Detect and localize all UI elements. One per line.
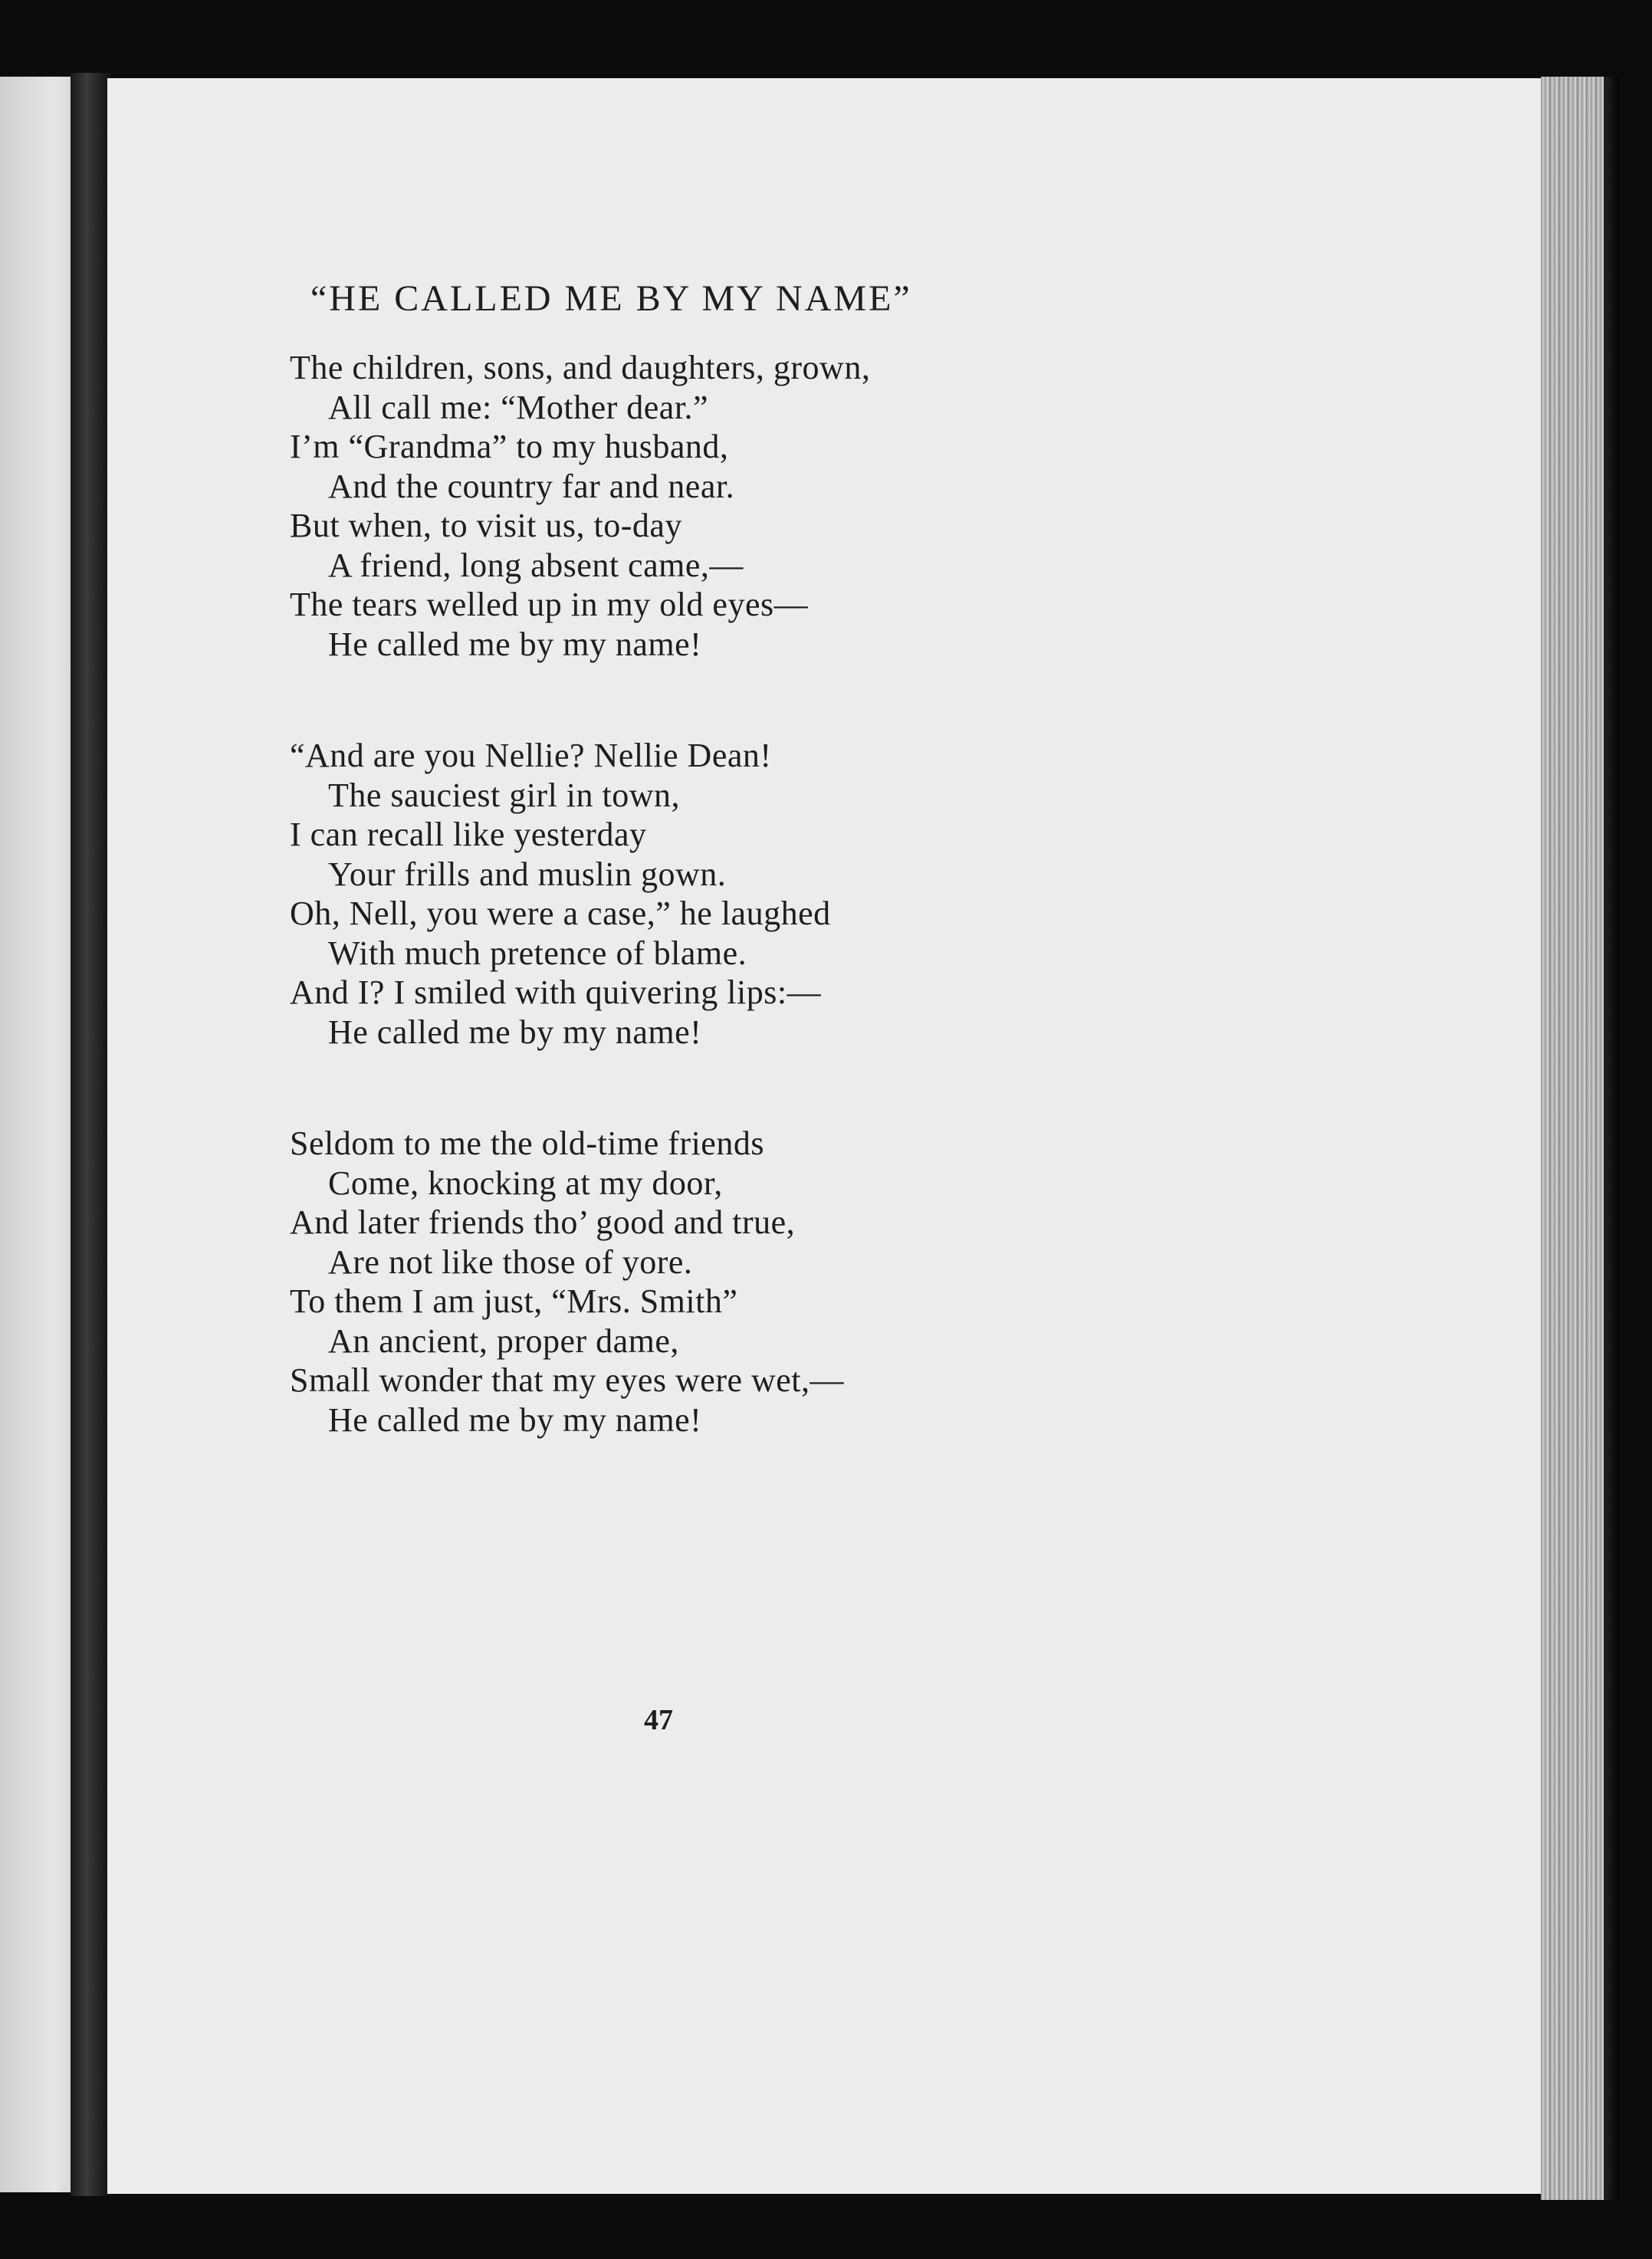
poem-line: A friend, long absent came,— xyxy=(328,546,744,584)
poem-line: And the country far and near. xyxy=(328,467,735,505)
poem xyxy=(290,348,1440,1512)
poem-line: But when, to visit us, to-day xyxy=(290,507,682,544)
poem-line: Oh, Nell, you were a case,” he laughed xyxy=(290,895,831,932)
facing-page-edge xyxy=(0,77,77,2192)
poem-line: “And are you Nellie? Nellie Dean! xyxy=(290,737,772,774)
poem-line: The children, sons, and daughters, grown, xyxy=(290,349,871,386)
poem-line: With much pretence of blame. xyxy=(328,934,747,972)
poem-line: And I? I smiled with quivering lips:— xyxy=(290,974,822,1011)
stanza xyxy=(290,348,1440,664)
poem-line: The tears welled up in my old eyes— xyxy=(290,586,809,623)
poem-line: And later friends tho’ good and true, xyxy=(290,1203,796,1241)
page-block-edges xyxy=(1541,77,1604,2200)
poem-line: Seldom to me the old-time friends xyxy=(290,1125,764,1162)
poem-line: Small wonder that my eyes were wet,— xyxy=(290,1361,845,1399)
poem-line: I can recall like yesterday xyxy=(290,816,647,853)
poem-line: Come, knocking at my door, xyxy=(328,1164,723,1202)
poem-line: The sauciest girl in town, xyxy=(328,776,681,814)
page-number: 47 xyxy=(644,1704,673,1736)
poem-line: Your frills and muslin gown. xyxy=(328,855,727,893)
poem-line: Are not like those of yore. xyxy=(328,1243,693,1281)
page-edge-shadow xyxy=(1604,77,1619,2200)
poem-line: He called me by my name! xyxy=(328,1400,702,1439)
book-spine xyxy=(71,73,110,2196)
poem-line: I’m “Grandma” to my husband, xyxy=(290,428,729,465)
poem-line: He called me by my name! xyxy=(328,1013,702,1051)
poem-line: He called me by my name! xyxy=(328,625,702,663)
stanza xyxy=(290,736,1440,1052)
poem-title: “HE CALLED ME BY MY NAME” xyxy=(310,278,912,319)
poem-line: To them I am just, “Mrs. Smith” xyxy=(290,1282,738,1320)
poem-line: An ancient, proper dame, xyxy=(328,1322,679,1360)
poem-line: All call me: “Mother dear.” xyxy=(328,388,709,426)
stanza xyxy=(290,1124,1440,1440)
